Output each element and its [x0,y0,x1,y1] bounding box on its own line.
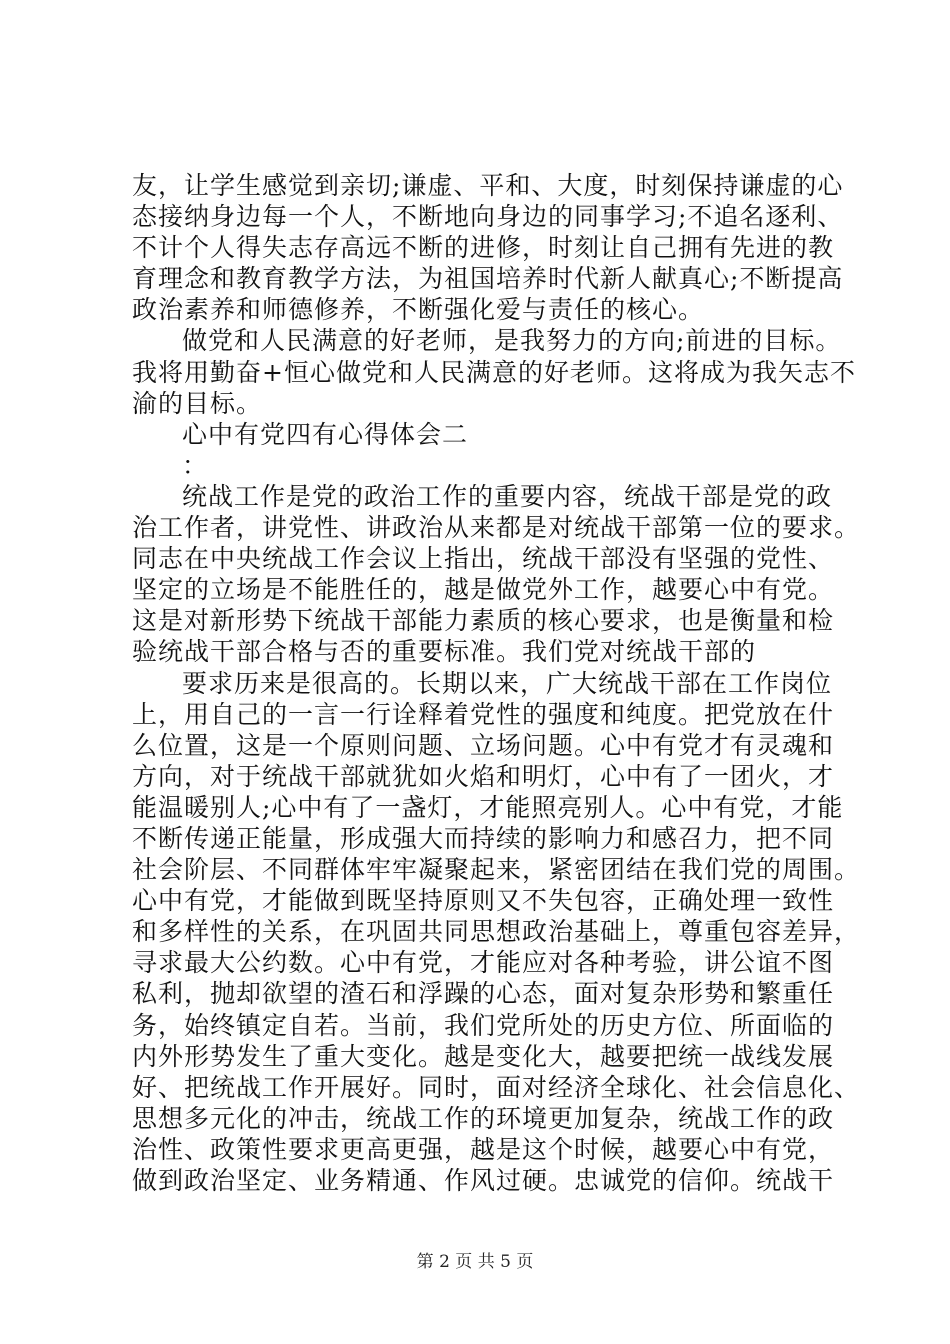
text-line: 育理念和教育教学方法，为祖国培养时代新人献真心;不断提高 [132,264,844,294]
text-line: 私利，抛却欲望的渣石和浮躁的心态，面对复杂形势和繁重任 [132,979,835,1009]
text-line: 好、把统战工作开展好。同时，面对经济全球化、社会信息化、 [132,1072,861,1102]
text-line: 方向，对于统战干部就犹如火焰和明灯，心中有了一团火，才 [132,761,835,791]
text-line: 上，用自己的一言一行诠释着党性的强度和纯度。把党放在什 [132,699,835,729]
text-line: 治工作者，讲党性、讲政治从来都是对统战干部第一位的要求。 [132,513,861,543]
text-line: 我将用勤奋+恒心做党和人民满意的好老师。这将成为我矢志不 [132,357,856,387]
text-line: 验统战干部合格与否的重要标准。我们党对统战干部的 [132,637,757,667]
text-line: 心中有党四有心得体会二 [182,419,469,449]
text-line: 思想多元化的冲击，统战工作的环境更加复杂，统战工作的政 [132,1103,835,1133]
text-line: 能温暖别人;心中有了一盏灯，才能照亮别人。心中有党，才能 [132,792,844,822]
text-line: 寻求最大公约数。心中有党，才能应对各种考验，讲公谊不图 [132,948,835,978]
text-line: 政治素养和师德修养，不断强化爱与责任的核心。 [132,295,705,325]
text-line: 内外形势发生了重大变化。越是变化大，越要把统一战线发展 [132,1041,835,1071]
text-line: 不计个人得失志存高远不断的进修，时刻让自己拥有先进的教 [132,233,835,263]
text-line: 态接纳身边每一个人，不断地向身边的同事学习;不追名逐利、 [132,202,844,232]
text-line: 这是对新形势下统战干部能力素质的核心要求，也是衡量和检 [132,606,835,636]
text-line: 要求历来是很高的。长期以来，广大统战干部在工作岗位 [182,668,833,698]
text-line: 和多样性的关系，在巩固共同思想政治基础上，尊重包容差异， [132,917,861,947]
text-line: 做到政治坚定、业务精通、作风过硬。忠诚党的信仰。统战干 [132,1166,835,1195]
text-line: 么位置，这是一个原则问题、立场问题。心中有党才有灵魂和 [132,730,835,760]
text-line: 做党和人民满意的好老师，是我努力的方向;前进的目标。 [182,326,842,356]
text-line: 友，让学生感觉到亲切;谦虚、平和、大度，时刻保持谦虚的心 [132,171,844,200]
text-line: 坚定的立场是不能胜任的，越是做党外工作，越要心中有党。 [132,575,835,605]
text-line: ： [182,450,209,480]
text-line: 不断传递正能量，形成强大而持续的影响力和感召力，把不同 [132,823,835,853]
text-line: 治性、政策性要求更高更强，越是这个时候，越要心中有党， [132,1134,835,1164]
page-footer: 第 2 页 共 5 页 [416,1252,534,1272]
text-line: 社会阶层、不同群体牢牢凝聚起来，紧密团结在我们党的周围。 [132,855,861,885]
text-line: 心中有党，才能做到既坚持原则又不失包容，正确处理一致性 [132,886,835,916]
text-line: 同志在中央统战工作会议上指出，统战干部没有坚强的党性、 [132,544,835,574]
text-line: 统战工作是党的政治工作的重要内容，统战干部是党的政 [182,481,833,511]
text-line: 渝的目标。 [132,388,263,418]
body-text [132,170,861,1196]
text-line: 务，始终镇定自若。当前，我们党所处的历史方位、所面临的 [132,1010,835,1040]
